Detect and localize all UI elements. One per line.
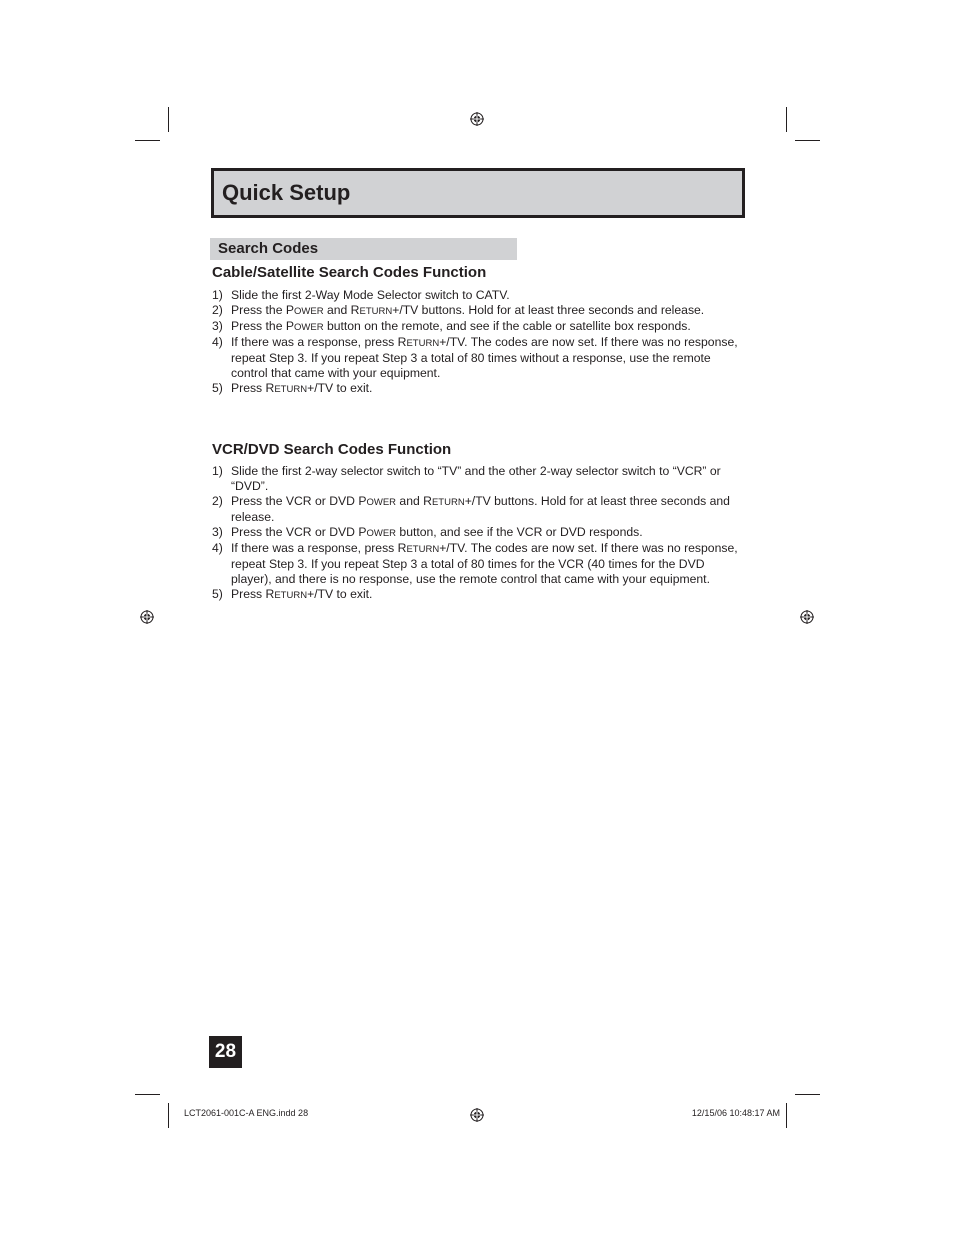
crop-mark (795, 140, 820, 141)
page-number: 28 (209, 1036, 242, 1068)
button-name-text: ETURN (274, 384, 308, 395)
crop-mark (168, 1103, 169, 1128)
button-name-text: OWER (294, 322, 324, 333)
registration-mark-icon (140, 610, 154, 624)
step-number: 2) (212, 494, 223, 508)
step-text: +/TV buttons. Hold for at least three seconds and release. (392, 303, 705, 317)
step-text: Press R (231, 587, 275, 601)
step-text: Press the VCR or DVD P (231, 494, 367, 508)
step-text: +/TV buttons. Hold for at least three seconds and release. (231, 494, 730, 524)
step-text: +/TV to exit. (307, 381, 373, 395)
step-text: Slide the first 2-Way Mode Selector switch to CATV. (231, 288, 510, 302)
button-name-text: OWER (294, 306, 324, 317)
section-header (210, 238, 517, 260)
crop-mark (135, 140, 160, 141)
step-number: 3) (212, 319, 223, 333)
section-title: Search Codes (218, 240, 319, 257)
step-text: and R (396, 494, 432, 508)
step-item (212, 464, 742, 494)
crop-mark (135, 1094, 160, 1095)
step-text: button on the remote, and see if the cable or satellite box responds. (323, 319, 691, 333)
step-text: button, and see if the VCR or DVD responds. (396, 525, 643, 539)
step-text: Slide the first 2-way selector switch to “TV” and the other 2-way selector switch to “VCR” or “DVD”. (231, 464, 721, 493)
step-item (212, 587, 742, 603)
button-name-text: OWER (366, 497, 397, 508)
step-text: +/TV to exit. (307, 587, 373, 601)
step-item (212, 319, 742, 335)
vcr-dvd-heading: VCR/DVD Search Codes Function (212, 441, 452, 458)
step-text: +/TV. The codes are now set. If there was no response, repeat Step 3. If you repeat Step 3 a total of 80 times without a response, use the remote control that came with your equipment. (231, 335, 738, 380)
step-item (212, 288, 742, 303)
step-item (212, 303, 742, 319)
registration-mark-icon (800, 610, 814, 624)
step-number: 4) (212, 335, 223, 349)
file-slug: LCT2061-001C-A ENG.indd 28 (184, 1108, 309, 1118)
step-text: Press the P (231, 319, 294, 333)
button-name-text: OWER (366, 528, 397, 539)
step-text: If there was a response, press R (231, 541, 407, 555)
crop-mark (786, 107, 787, 132)
print-timestamp: 12/15/06 10:48:17 AM (691, 1108, 780, 1118)
step-text: Press the VCR or DVD P (231, 525, 367, 539)
step-number: 3) (212, 525, 223, 539)
step-number: 5) (212, 381, 223, 395)
step-text: Press R (231, 381, 275, 395)
vcr-dvd-steps-list (212, 464, 742, 603)
cable-satellite-heading: Cable/Satellite Search Codes Function (212, 264, 487, 281)
registration-mark-icon (470, 112, 484, 126)
step-text: and R (323, 303, 360, 317)
crop-mark (786, 1103, 787, 1128)
step-item (212, 381, 742, 397)
registration-mark-icon (470, 1108, 484, 1122)
step-number: 1) (212, 464, 223, 478)
step-item (212, 541, 742, 587)
step-item (212, 335, 742, 381)
page-title-box (211, 168, 745, 218)
step-number: 4) (212, 541, 223, 555)
step-text: If there was a response, press R (231, 335, 407, 349)
button-name-text: ETURN (431, 497, 465, 508)
button-name-text: ETURN (359, 306, 393, 317)
step-item (212, 525, 742, 541)
button-name-text: ETURN (406, 338, 440, 349)
step-item (212, 494, 742, 525)
button-name-text: ETURN (406, 544, 440, 555)
step-text: +/TV. The codes are now set. If there was no response, repeat Step 3. If you repeat Step 3 a total of 80 times for the VCR (40 times for the DVD player), and there is no response, use the remote control that came with your equipment. (231, 541, 738, 586)
step-number: 2) (212, 303, 223, 317)
crop-mark (168, 107, 169, 132)
button-name-text: ETURN (274, 590, 308, 601)
step-number: 5) (212, 587, 223, 601)
page-title: Quick Setup (222, 180, 351, 205)
step-number: 1) (212, 288, 223, 302)
step-text: Press the P (231, 303, 294, 317)
cable-steps-list (212, 288, 742, 397)
crop-mark (795, 1094, 820, 1095)
